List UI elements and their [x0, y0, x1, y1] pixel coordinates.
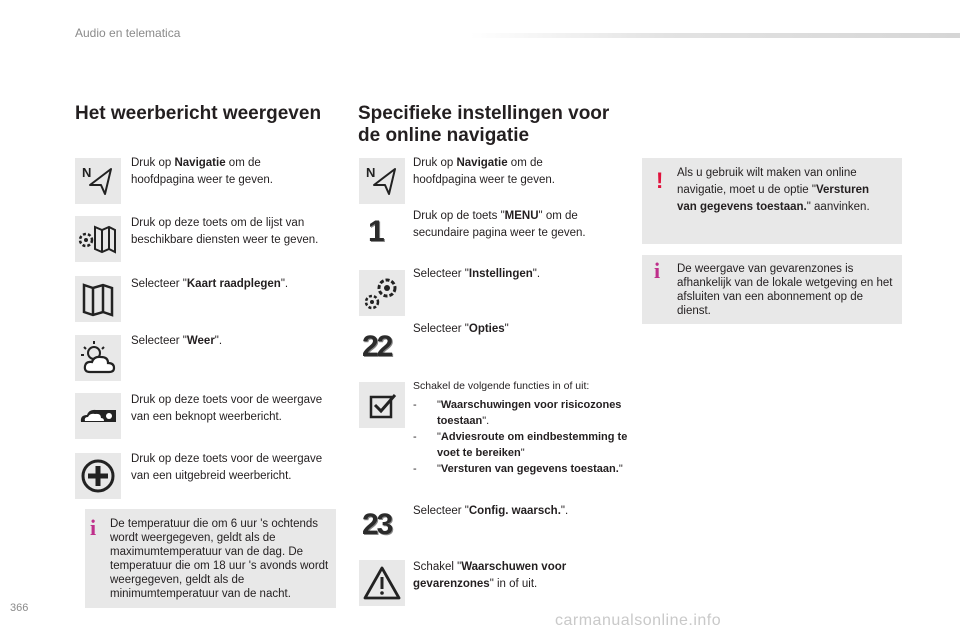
step-number-1: 1: [368, 215, 383, 248]
svg-text:N: N: [366, 165, 376, 180]
left-step-2: Druk op deze toets om de lijst van beschikbare diensten weer te geven.: [131, 217, 319, 246]
middle-step-4: Selecteer "Opties": [413, 323, 509, 335]
checkbox-icon: [359, 382, 405, 428]
info-icon: i: [90, 515, 97, 540]
svg-text:N: N: [82, 165, 92, 180]
left-heading: Het weerbericht weergeven: [75, 103, 322, 124]
services-list-icon: [75, 216, 121, 262]
middle-step-3: Selecteer "Instellingen".: [413, 268, 541, 280]
middle-step-2: Druk op de toets "MENU" om de secundaire pagina weer te geven.: [413, 210, 586, 239]
step-number-23: 23: [362, 508, 392, 541]
info-icon: i: [654, 258, 661, 283]
left-step-1: Druk op Navigatie om de hoofdpagina weer te geven.: [131, 157, 273, 186]
map-icon: [75, 276, 121, 322]
middle-heading: Specifieke instellingen voor de online navigatie: [358, 103, 610, 146]
right-info-text: De weergave van gevarenzones is afhankelijk van de lokale wetgeving en het afsluiten van een abonnement op de dienst.: [677, 263, 893, 317]
list-item: - "Versturen van gegevens toestaan.": [413, 463, 623, 475]
left-step-5: Druk op deze toets voor de weergave van een beknopt weerbericht.: [131, 394, 323, 423]
middle-step-6: Selecteer "Config. waarsch.".: [413, 505, 569, 517]
options-list: [413, 397, 628, 477]
left-info-text: De temperatuur die om 6 uur 's ochtends wordt weergegeven, geldt als de maximumtemperatuur van de dag. De temperatuur die om 18 uur 's avonds wordt weergegeven, geldt als de minimumtemperatuur van de nacht.: [110, 518, 329, 600]
warning-icon: !: [656, 168, 664, 193]
warning-text: Als u gebruik wilt maken van online navigatie, moet u de optie "Versturen van gegevens toestaan." aanvinken.: [677, 167, 870, 213]
step-number-22: 22: [362, 330, 392, 363]
left-step-4: Selecteer "Weer".: [131, 335, 223, 347]
navigation-arrow-icon: [359, 158, 405, 204]
list-item: - "Adviesroute om eindbestemming te voet te bereiken": [413, 431, 628, 459]
weather-sun-cloud-icon: [75, 335, 121, 381]
middle-step-1: Druk op Navigatie om de hoofdpagina weer te geven.: [413, 157, 555, 186]
settings-gears-icon: [359, 270, 405, 316]
list-item: - "Waarschuwingen voor risicozones toestaan".: [413, 399, 622, 427]
middle-step-5: Schakel de volgende functies in of uit:: [413, 380, 590, 392]
warning-triangle-icon: [359, 560, 405, 606]
cloud-info-icon: [75, 393, 121, 439]
watermark: carmanualsonline.info: [555, 612, 722, 629]
header-rule: [470, 33, 960, 38]
navigation-arrow-icon: [75, 158, 121, 204]
left-step-3: Selecteer "Kaart raadplegen".: [131, 278, 289, 290]
page-number: 366: [10, 602, 29, 614]
middle-step-7: Schakel "Waarschuwen voor gevarenzones" in of uit.: [413, 561, 567, 590]
left-step-6: Druk op deze toets voor de weergave van een uitgebreid weerbericht.: [131, 453, 323, 482]
plus-circle-icon: [75, 453, 121, 499]
section-title: Audio en telematica: [75, 26, 181, 40]
